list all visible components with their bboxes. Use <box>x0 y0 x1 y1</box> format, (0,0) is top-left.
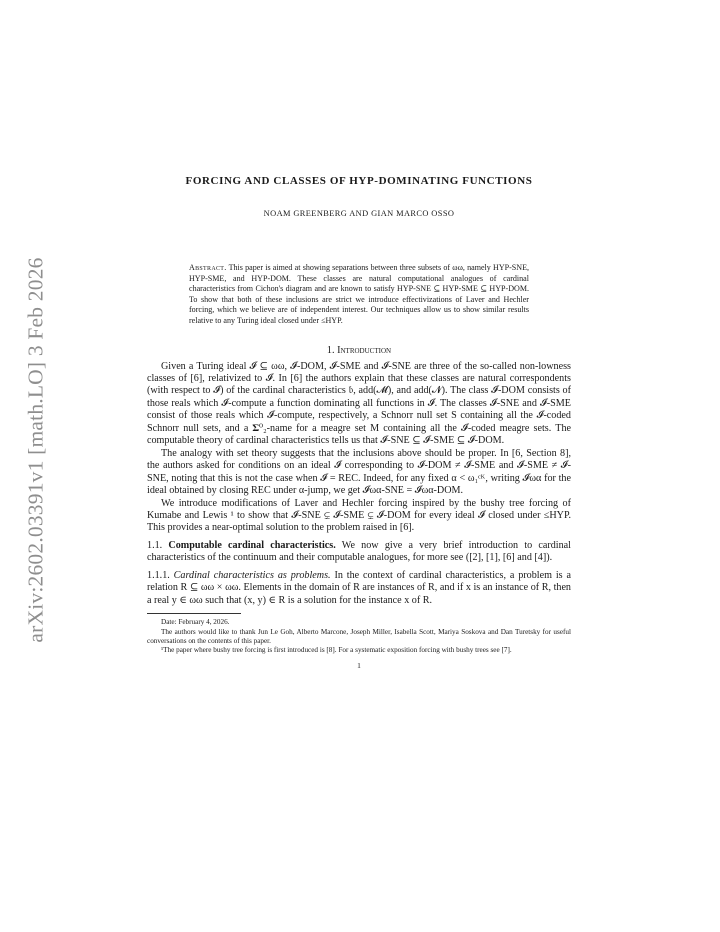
subsection-text: We now give a very brief introduction to cardinal characteristics of the continuum and their computable analogues, for more see ([2], [1], [6] and [4]). <box>147 539 571 564</box>
paper-page <box>147 174 571 670</box>
footnote-date: Date: February 4, 2026. <box>161 618 230 627</box>
intro-paragraph-2: The analogy with set theory suggests that the inclusions above should be proper. In [6, Section 8], the authors asked for conditions on an ideal 𝓘 corresponding to 𝓘-DOM ≠ 𝓘-SME and 𝓘-SME ≠ 𝓘-SNE, noting that this is not the case when 𝓘 = REC. Indeed, for any fixed α < ω₁ᶜᴷ, writing 𝓘ωα for the ideal obtained by closing REC under α-jump, we get 𝓘ωα-SNE = 𝓘ωα-DOM. <box>147 447 571 497</box>
subsubsection-text: In the context of cardinal characteristics, a problem is a relation R ⊆ ωω × ωω. Elements in the domain of R are instances of R, and if x is an instance of R, then a real y ∈ ωω such that (x, y) ∈ R is a solution for the instance x of R. <box>147 569 572 606</box>
subsection-title: Computable cardinal characteristics. <box>168 539 336 551</box>
abstract-label: Abstract. <box>189 263 227 272</box>
paper-authors: NOAM GREENBERG AND GIAN MARCO OSSO <box>263 209 455 218</box>
footnote-rule <box>147 613 241 614</box>
footnote-thanks: The authors would like to thank Jun Le Goh, Alberto Marcone, Joseph Miller, Isabella Scott, Mariya Soskova and Dan Turetsky for useful conversations on the contents of this paper. <box>147 627 571 645</box>
paper-title: FORCING AND CLASSES OF HYP-DOMINATING FUNCTIONS <box>185 175 533 187</box>
intro-paragraph-1: Given a Turing ideal 𝓘 ⊆ ωω, 𝓘-DOM, 𝓘-SME and 𝓘-SNE are three of the so-called non-lowness classes of [6], relativized to 𝓘. In [6] the authors explain that these classes are natural correspondents (with respect to 𝓘) of the cardinal characteristics 𝔟, add(𝓜), and add(𝓝). The class 𝓘-DOM consists of those reals which 𝓘-compute a function dominating all functions in 𝓘. The classes 𝓘-SNE and 𝓘-SME consist of those reals which 𝓘-compute, respectively, a Schnorr null set S containing all the 𝓘-coded Schnorr null sets, and a 𝚺⁰₂-name for a meagre set M containing all the 𝓘-coded meagre sets. The computable theory of cardinal characteristics tells us that 𝓘-SNE ⊆ 𝓘-SME ⊆ 𝓘-DOM. <box>147 360 571 447</box>
subsection-1-1-1 <box>147 570 571 607</box>
section-number: 1. <box>326 344 335 356</box>
subsection-1-1 <box>147 540 571 565</box>
subsection-number: 1.1. <box>147 539 163 551</box>
abstract <box>189 263 529 327</box>
intro-paragraph-3: We introduce modifications of Laver and Hechler forcing inspired by the bushy tree forcing of Kumabe and Lewis ¹ to show that 𝓘-SNE ⊊ 𝓘-SME ⊊ 𝓘-DOM for every ideal 𝓘 closed under ≤HYP. This provides a near-optimal solution to the problem raised in [6]. <box>147 497 571 534</box>
subsubsection-title: Cardinal characteristics as problems. <box>173 569 331 581</box>
section-title: Introduction <box>337 344 392 356</box>
arxiv-stamp <box>22 250 50 650</box>
page-number: 1 <box>357 660 361 670</box>
subsubsection-number: 1.1.1. <box>147 569 170 581</box>
footnote-1: ¹The paper where bushy tree forcing is first introduced is [8]. For a systematic exposition forcing with bushy trees see [7]. <box>161 646 512 655</box>
abstract-text: This paper is aimed at showing separations between three subsets of ωω, namely HYP-SNE, HYP-SME, and HYP-DOM. These classes are natural computational analogues of cardinal characteristics from Cichon's diagram and are known to satisfy HYP-SNE ⊆ HYP-SME ⊆ HYP-DOM. To show that both of these inclusions are strict we introduce effectivizations of Laver and Hechler forcing, which we believe are of independent interest. Our techniques allow us to show similar results relative to any Turing ideal closed under ≤HYP. <box>189 263 529 325</box>
section-heading <box>147 345 571 356</box>
arxiv-stamp-text: arXiv:2602.03391v1 [math.LO] 3 Feb 2026 <box>23 257 48 643</box>
